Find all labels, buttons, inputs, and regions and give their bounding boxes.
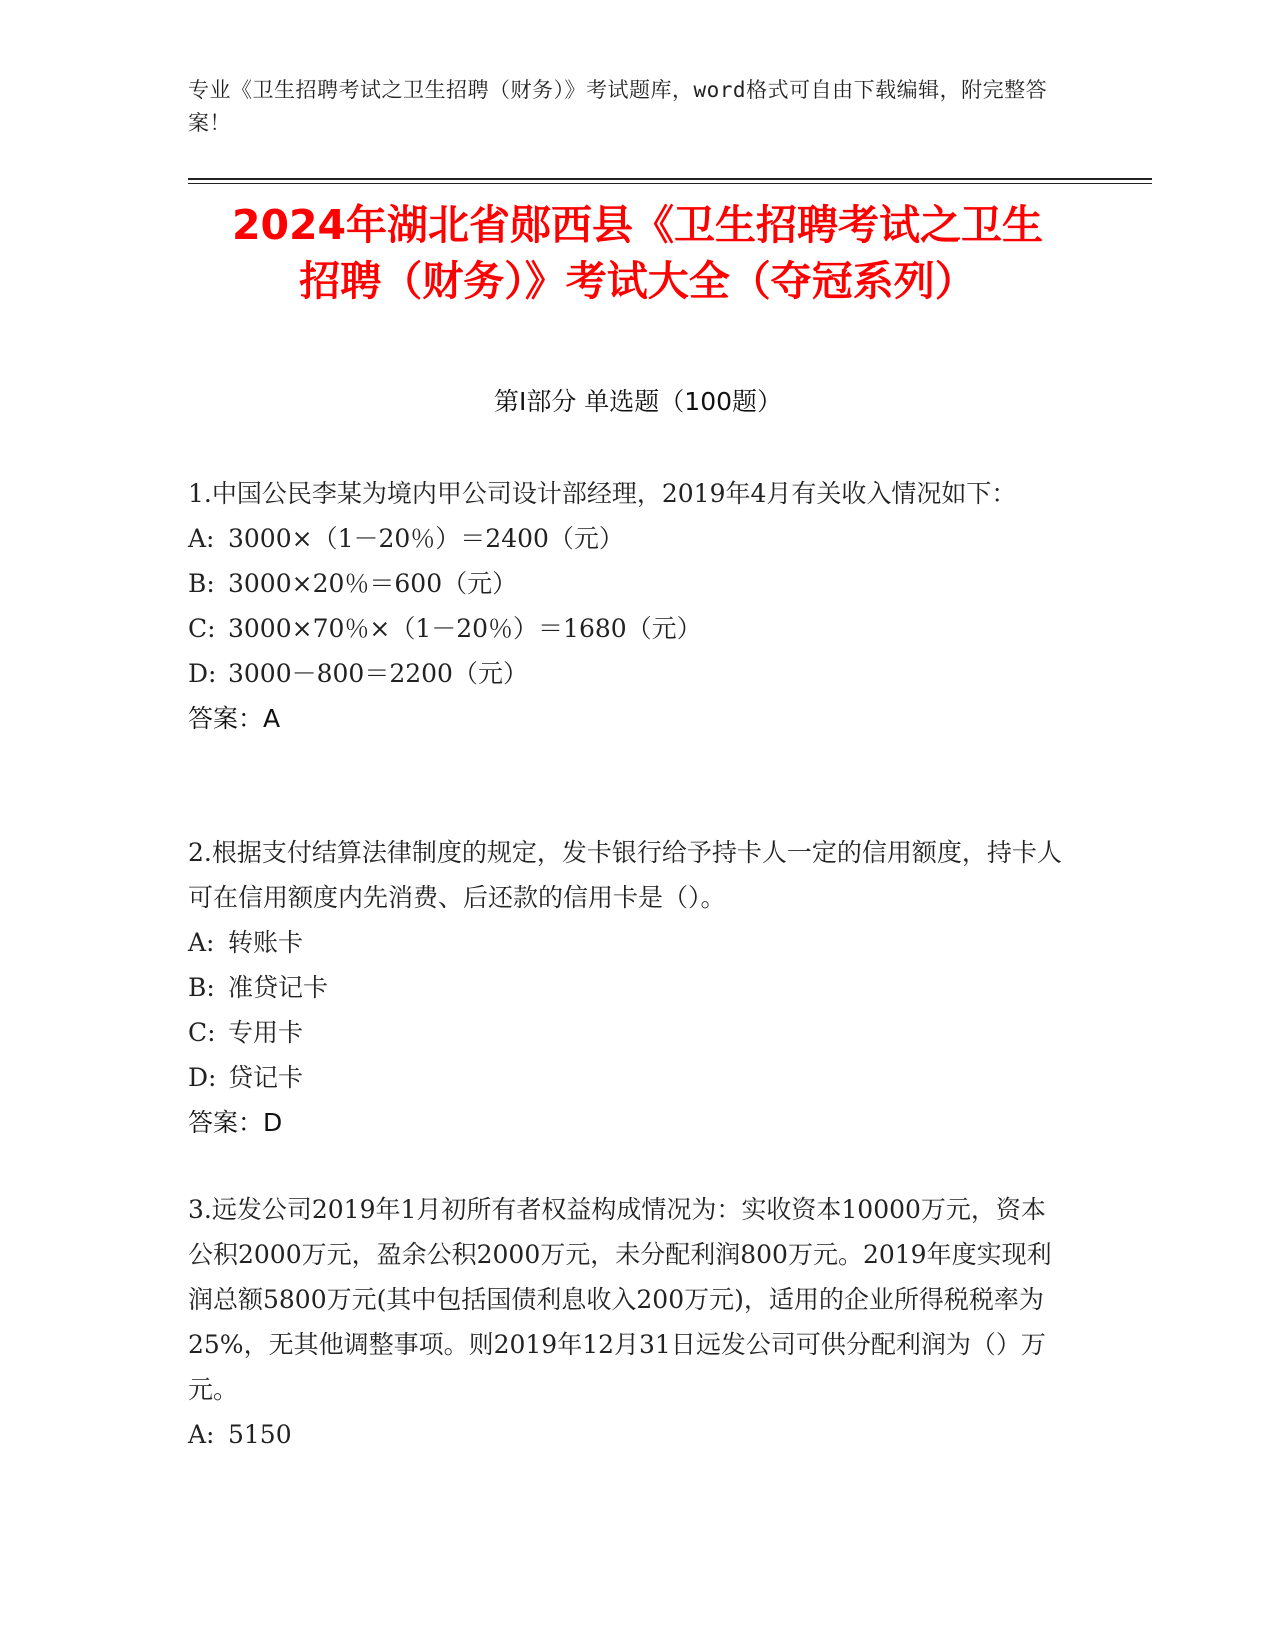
- section-title: 第Ⅰ部分 单选题（100题）: [493, 387, 783, 416]
- option-text: 转账卡: [228, 928, 304, 957]
- option-a: [188, 1412, 1068, 1457]
- option-label: B:: [188, 569, 215, 598]
- option-a: [188, 516, 1068, 561]
- option-text: 3000×（1－20％）＝2400（元）: [228, 524, 624, 553]
- option-label: D:: [188, 659, 217, 688]
- header-note: 专业《卫生招聘考试之卫生招聘（财务）》考试题库，word格式可自由下载编辑，附完整答案！: [188, 78, 1048, 135]
- option-label: C:: [188, 614, 216, 643]
- option-b: [188, 965, 1068, 1010]
- question-text: 3.远发公司2019年1月初所有者权益构成情况为：实收资本10000万元，资本公积2000万元，盈余公积2000万元，未分配利润800万元。2019年度实现利润总额5800万元(其中包括国债利息收入200万元)，适用的企业所得税税率为25%，无其他调整事项。则2019年12月31日远发公司可供分配利润为（）万元。: [188, 1195, 1052, 1404]
- option-label: A:: [188, 1420, 215, 1449]
- option-a: [188, 920, 1068, 965]
- option-b: [188, 561, 1068, 606]
- header-divider-thin: [188, 183, 1152, 184]
- question-3: [188, 1187, 1068, 1457]
- option-label: C:: [188, 1018, 216, 1047]
- answer: 答案：D: [188, 1108, 283, 1137]
- option-c: [188, 1010, 1068, 1055]
- option-text: 专用卡: [228, 1018, 304, 1047]
- option-text: 贷记卡: [228, 1063, 304, 1092]
- option-d: [188, 1055, 1068, 1100]
- option-text: 3000×70％×（1－20％）＝1680（元）: [228, 614, 702, 643]
- option-label: B:: [188, 973, 215, 1002]
- question-text: 2.根据支付结算法律制度的规定，发卡银行给予持卡人一定的信用额度，持卡人可在信用额度内先消费、后还款的信用卡是（）。: [188, 838, 1062, 912]
- option-text: 3000×20％＝600（元）: [228, 569, 518, 598]
- option-c: [188, 606, 1068, 651]
- option-label: D:: [188, 1063, 217, 1092]
- document-title-line1: 2024年湖北省郧西县《卫生招聘考试之卫生: [231, 201, 1044, 249]
- option-text: 3000－800＝2200（元）: [228, 659, 528, 688]
- option-text: 准贷记卡: [228, 973, 329, 1002]
- option-text: 5150: [228, 1420, 292, 1449]
- option-label: A:: [188, 524, 215, 553]
- question-text: 1.中国公民李某为境内甲公司设计部经理，2019年4月有关收入情况如下：: [188, 479, 1017, 508]
- header-divider: [188, 178, 1152, 180]
- question-2: [188, 830, 1068, 1145]
- question-1: [188, 471, 1068, 741]
- option-label: A:: [188, 928, 215, 957]
- document-title: [160, 197, 1115, 309]
- answer: 答案：A: [188, 704, 281, 733]
- document-title-line2: 招聘（财务）》考试大全（夺冠系列）: [299, 257, 976, 305]
- option-d: [188, 651, 1068, 696]
